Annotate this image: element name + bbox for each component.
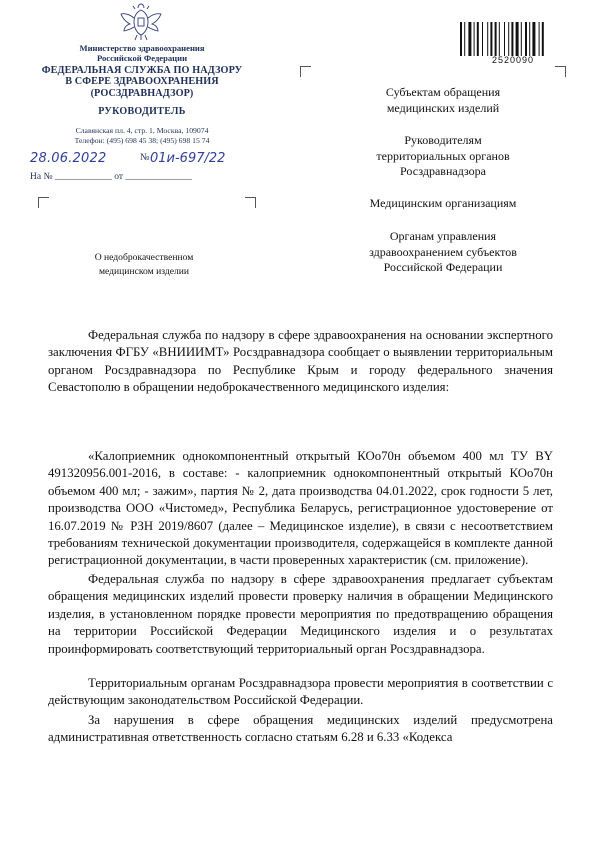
addressee-medical-device-entities: Субъектам обращения медицинских изделий — [385, 85, 501, 115]
addressee-territorial-heads: Руководителям территориальных органов Росздравнадзора — [376, 133, 510, 178]
corner-mark-address-left — [300, 66, 311, 77]
corner-mark-address-right — [555, 66, 566, 77]
signatory-role: РУКОВОДИТЕЛЬ — [98, 106, 186, 117]
body-paragraph: «Калоприемник однокомпонентный открытый КОо70н объемом 400 мл ТУ BY 491320956.001-2016, в составе: - калоприемник однокомпонентный открытый КОо70н объемом 400 мл; - зажим», партия № 2, дата производства 04.01.2022, срок годности 5 лет, производства ООО «Чистомед», Республика Беларусь, регистрационное удостоверение от 16.07.2019 № РЗН 2019/8607 (далее – Медицинское изделие), в связи с несоответствием требованиям технической документации производителя, содержащейся в комплекте данной регистрационной документации, в части проверенных характеристик (см. приложение). — [48, 449, 553, 568]
corner-mark-top-left — [38, 197, 49, 208]
service-name: ФЕДЕРАЛЬНАЯ СЛУЖБА ПО НАДЗОРУ В СФЕРЕ ЗДРАВООХРАНЕНИЯ (РОСЗДРАВНАДЗОР) — [41, 65, 243, 99]
body-paragraph: За нарушения в сфере обращения медицинских изделий предусмотрена административная ответственность согласно статьям 6.28 и 6.33 «Кодекса — [48, 713, 553, 745]
body-paragraph: Федеральная служба по надзору в сфере здравоохранения предлагает субъектам обращения медицинских изделий провести проверку наличия в обращении Медицинского изделия, в установленном порядке провести мероприятия по предотвращению обращения на территории Российской Федерации Медицинского изделия и о результатах проинформировать соответствующий территориальный орган Росздравнадзора. — [48, 572, 553, 656]
service-address: Славянская пл. 4, стр. 1, Москва, 109074 Телефон: (495) 698 45 38; (495) 698 15 74 — [74, 126, 210, 145]
reference-line: На № ____________ от ______________ — [30, 172, 192, 182]
addressee-health-authorities: Органам управления здравоохранением субъектов Российской Федерации — [369, 229, 517, 274]
addressee-medical-organizations: Медицинским организациям — [369, 196, 517, 210]
body-paragraph: Федеральная служба по надзору в сфере здравоохранения на основании экспертного заключения ФГБУ «ВНИИИМТ» Росздравнадзора сообщает о выявлении территориальным органом Росздравнадзора по Республике Крым и городу федерального значения Севастополю в обращении недоброкачественного медицинского изделия: — [48, 328, 553, 395]
barcode-icon — [458, 22, 568, 56]
handwritten-outgoing-number: 01и-697/22 — [150, 151, 226, 166]
barcode-number: 2520090 — [491, 55, 535, 65]
subject-note: О недоброкачественном медицинском изделии — [94, 252, 194, 277]
handwritten-date: 28.06.2022 — [30, 151, 107, 166]
corner-mark-top-right — [245, 197, 256, 208]
number-sign: № — [140, 152, 150, 163]
double-headed-eagle-emblem-icon — [118, 2, 164, 42]
ministry-name: Министерство здравоохранения Российской Федерации — [79, 43, 205, 63]
body-paragraph: Территориальным органам Росздравнадзора провести мероприятия в соответствии с действующим законодательством Российской Федерации. — [48, 676, 553, 708]
